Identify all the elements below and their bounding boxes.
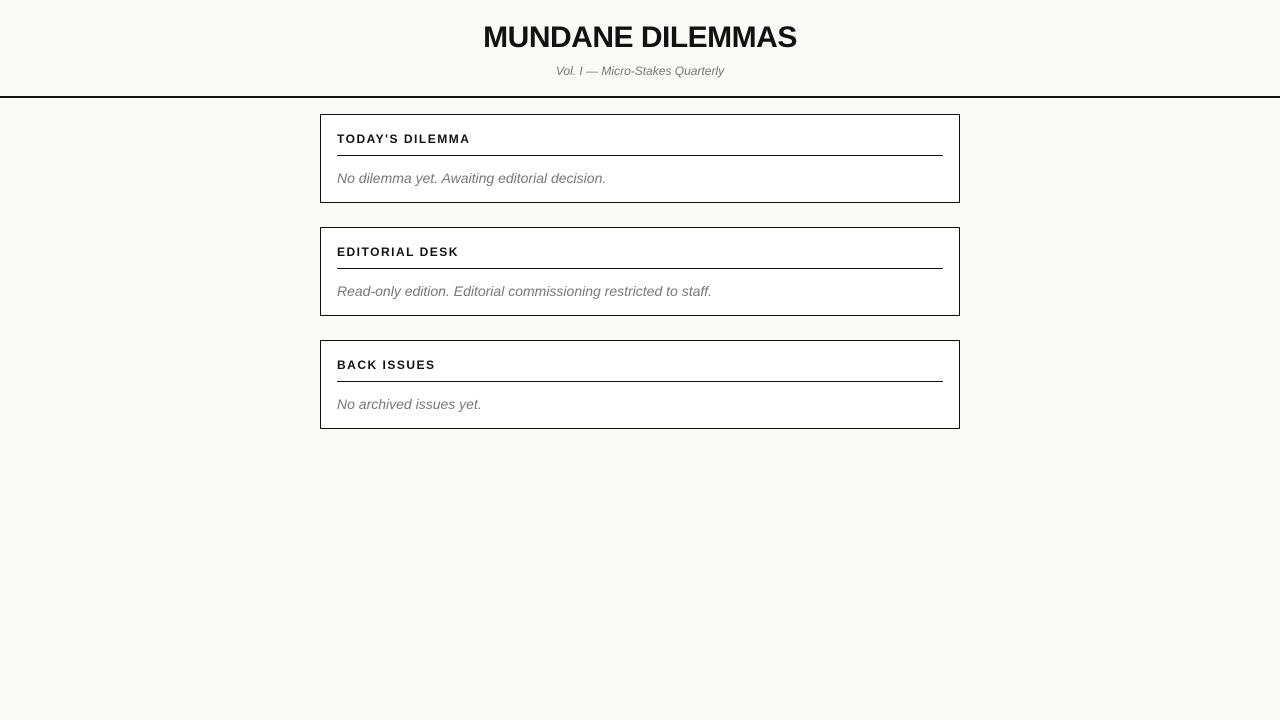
section-heading: EDITORIAL DESK [337,245,943,269]
page-title: MUNDANE DILEMMAS [483,21,797,54]
masthead [0,0,1280,98]
section-notice-message: Read-only edition. Editorial commissioning restricted to staff. [337,283,713,299]
section-empty-message: No dilemma yet. Awaiting editorial decision. [337,170,607,186]
section-heading: BACK ISSUES [337,358,943,382]
page-subtitle: Vol. I — Micro-Stakes Quarterly [555,64,725,78]
section-todays-dilemma [320,114,960,203]
section-empty-message: No archived issues yet. [337,396,482,412]
section-back-issues [320,340,960,429]
section-heading: TODAY'S DILEMMA [337,132,943,156]
main-content [320,114,960,429]
section-editorial-desk [320,227,960,316]
